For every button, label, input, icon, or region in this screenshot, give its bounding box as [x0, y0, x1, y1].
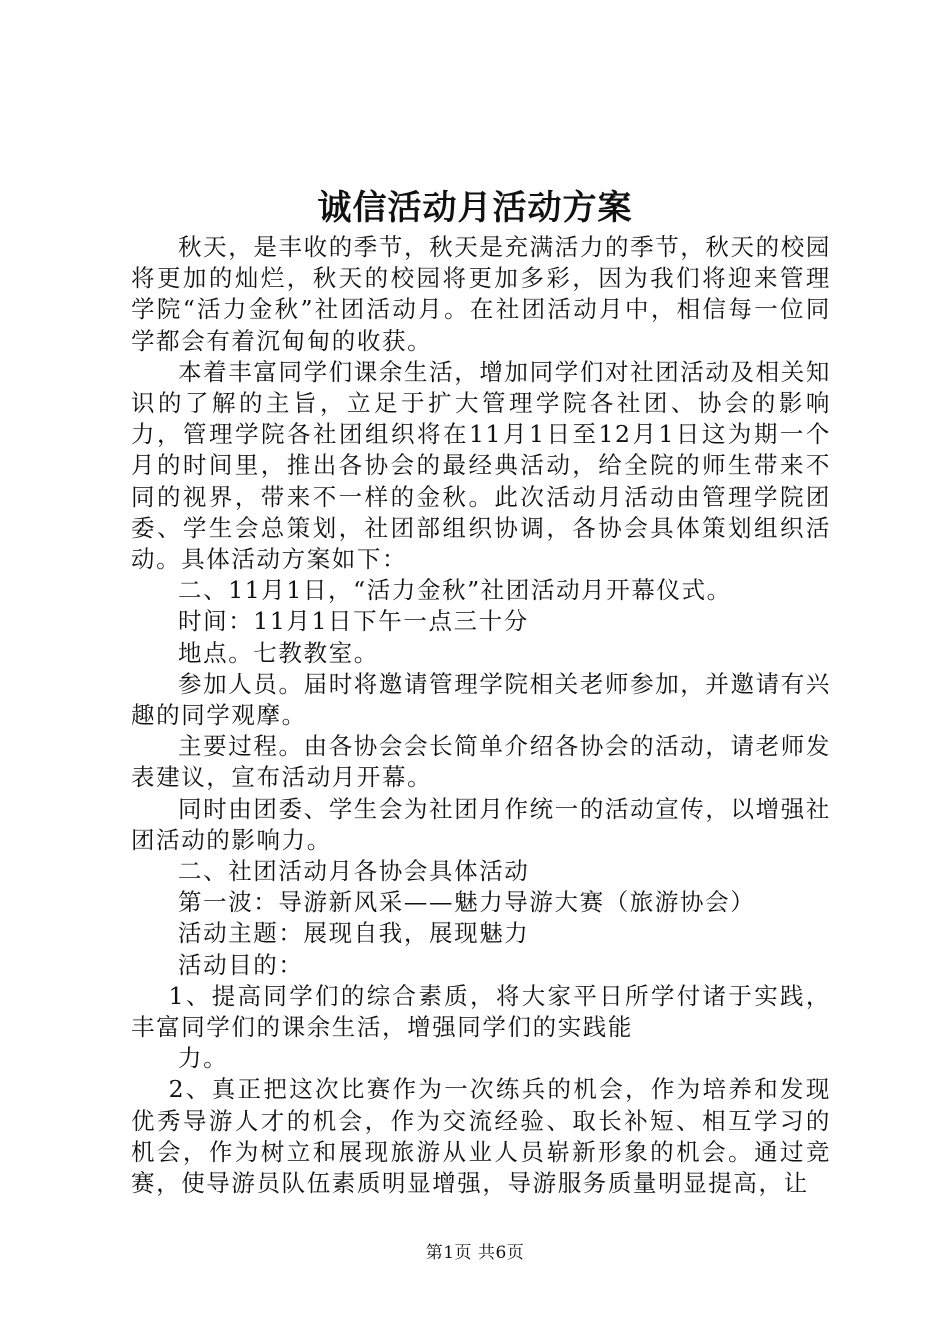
paragraph-section-heading: 二、社团活动月各协会具体活动 [178, 857, 530, 886]
paragraph-promotion: 同时由团委、学生会为社团月作统一的活动宣传，以增强社团活动的影响力。 [131, 794, 831, 854]
paragraph-first-wave: 第一波：导游新风采——魅力导游大赛（旅游协会） [178, 888, 756, 917]
paragraph-time: 时间：11月1日下午一点三十分 [178, 607, 529, 636]
page-footer: 第1页 共6页 [425, 1243, 525, 1263]
paragraph-goal-1: 1、提高同学们的综合素质，将大家平日所学付诸于实践，丰富同学们的课余生活，增强同学们的实践能 [131, 981, 831, 1042]
paragraph-purpose: 本着丰富同学们课余生活，增加同学们对社团活动及相关知识的了解的主旨，立足于扩大管理学院各社团、协会的影响力，管理学院各社团组织将在11月1日至12月1日这为期一个月的时间里，推出各协会的最经典活动，给全院的师生带来不同的视界，带来不一样的金秋。此次活动月活动由管理学院团委、学生会总策划，社团部组织协调，各协会具体策划组织活动。具体活动方案如下： [131, 357, 831, 574]
paragraph-goals-heading: 活动目的： [178, 950, 304, 979]
paragraph-process: 主要过程。由各协会会长简单介绍各协会的活动，请老师发表建议，宣布活动月开幕。 [131, 732, 831, 792]
paragraph-participants: 参加人员。届时将邀请管理学院相关老师参加，并邀请有兴趣的同学观摩。 [131, 669, 831, 730]
paragraph-goal-1-continued: 力。 [178, 1044, 229, 1073]
paragraph-intro: 秋天，是丰收的季节，秋天是充满活力的季节，秋天的校园将更加的灿烂，秋天的校园将更加多彩，因为我们将迎来管理学院“活力金秋”社团活动月。在社团活动月中，相信每一位同学都会有着沉甸甸的收获。 [131, 233, 831, 355]
paragraph-goal-2: 2、真正把这次比赛作为一次练兵的机会，作为培养和发现优秀导游人才的机会，作为交流经验、取长补短、相互学习的机会，作为树立和展现旅游从业人员崭新形象的机会。通过竞赛，使导游员队伍素质明显增强，导游服务质量明显提高，让 [131, 1075, 831, 1198]
document-body [131, 232, 831, 1199]
document-title: 诚信活动月活动方案 [317, 188, 633, 228]
paragraph-theme: 活动主题：展现自我，展现魅力 [178, 919, 530, 948]
paragraph-opening-ceremony: 二、11月1日，“活力金秋”社团活动月开幕仪式。 [178, 576, 732, 605]
paragraph-location: 地点。七教教室。 [178, 638, 379, 667]
